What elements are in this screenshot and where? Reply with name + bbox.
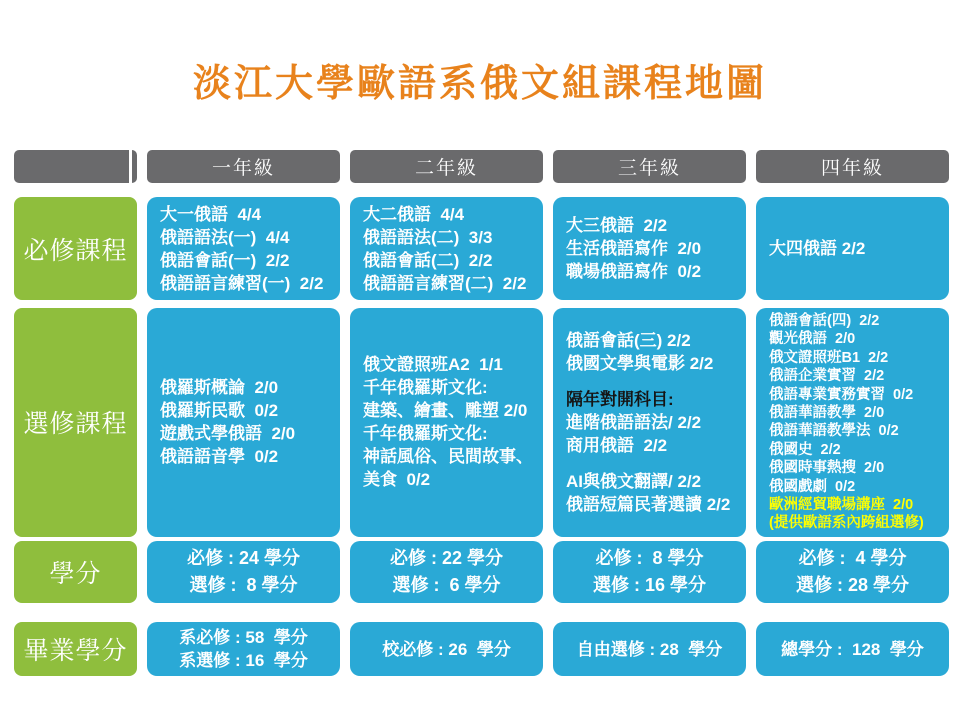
course-line: 美食 0/2: [363, 470, 431, 490]
course-line: 選修 : 6 學分: [392, 575, 501, 595]
credits-year1-cell: [147, 541, 340, 603]
graduation-year2-cell: [350, 622, 543, 676]
course-line: 生活俄語寫作 2/0: [566, 239, 702, 258]
electives-year4-cell: [756, 308, 949, 537]
course-line: 必修 : 4 學分: [798, 548, 907, 568]
course-line: 俄語會話(四) 2/2: [769, 313, 880, 329]
course-line: 系選修 : 16 學分: [179, 651, 308, 670]
header-empty-cell: [14, 150, 137, 183]
course-line: 俄語華語教學 2/0: [769, 405, 885, 422]
course-line: 俄文證照班B1 2/2: [769, 349, 889, 366]
course-line: 建築、繪畫、雕塑 2/0: [363, 401, 528, 421]
header-year-2: 二年級: [350, 150, 543, 183]
course-line: 俄文證照班A2 1/1: [363, 355, 503, 375]
course-line: 必修 : 24 學分: [186, 548, 301, 568]
course-line: 俄語專業實務實習 0/2: [769, 386, 914, 403]
course-line: 選修 : 16 學分: [592, 575, 707, 595]
required-courses-row: [14, 197, 949, 300]
header-year-1: 一年級: [147, 150, 340, 183]
course-line: 千年俄羅斯文化:: [363, 424, 488, 444]
course-line: 遊戲式學俄語 2/0: [160, 424, 296, 444]
required-year2-cell: [350, 197, 543, 300]
graduation-year4-cell: [756, 622, 949, 676]
course-line: 選修 : 8 學分: [189, 575, 298, 595]
credits-year4-cell: [756, 541, 949, 603]
page-title: 淡江大學歐語系俄文組課程地圖: [192, 63, 767, 105]
course-line: 隔年對開科目:: [566, 389, 674, 409]
course-line: 俄羅斯概論 2/0: [160, 378, 279, 398]
row-label-required: 必修課程: [14, 197, 137, 300]
course-line: 俄國史 2/2: [769, 441, 841, 458]
graduation-credits-row: [14, 622, 949, 672]
course-line: 俄語會話(三) 2/2: [566, 330, 691, 350]
course-line: 俄國戲劇 0/2: [769, 478, 856, 495]
course-line: 俄語語法(二) 3/3: [363, 227, 493, 247]
course-line: 俄語華語教學法 0/2: [769, 423, 899, 440]
course-map-grid: [14, 150, 949, 672]
course-line: 俄國時事熱搜 2/0: [769, 460, 885, 477]
course-line: 大四俄語 2/2: [769, 239, 866, 258]
header-row: [14, 150, 949, 183]
course-line: 必修 : 8 學分: [595, 548, 704, 568]
course-line: 俄羅斯民歌 0/2: [160, 401, 279, 421]
electives-year1-cell: [147, 308, 340, 537]
required-year1-cell: [147, 197, 340, 300]
graduation-year1-cell: [147, 622, 340, 676]
required-year4-cell: [756, 197, 949, 300]
header-divider-line: [129, 150, 132, 183]
course-line: 自由選修 : 28 學分: [576, 639, 723, 659]
course-line: 商用俄語 2/2: [566, 435, 668, 455]
course-line: 進階俄語語法/ 2/2: [566, 412, 702, 432]
course-line: 俄語會話(一) 2/2: [160, 250, 290, 270]
header-year-4: 四年級: [756, 150, 949, 183]
course-line: 俄語語音學 0/2: [160, 447, 279, 467]
elective-courses-row: [14, 308, 949, 533]
course-line: 俄國文學與電影 2/2: [566, 353, 714, 373]
required-year3-cell: [553, 197, 746, 300]
course-line: 神話風俗、民間故事、: [363, 447, 533, 467]
course-line: 大三俄語 2/2: [566, 216, 668, 235]
course-line: 大二俄語 4/4: [363, 204, 465, 224]
course-line: 系必修 : 58 學分: [179, 628, 308, 647]
course-line: 職場俄語寫作 0/2: [566, 262, 702, 281]
header-year-3: 三年級: [553, 150, 746, 183]
credits-year2-cell: [350, 541, 543, 603]
course-line: 校必修 : 26 學分: [382, 639, 511, 659]
course-line: 俄語短篇民著選讀 2/2: [566, 494, 731, 514]
row-label-electives: 選修課程: [14, 308, 137, 537]
row-label-graduation: 畢業學分: [14, 622, 137, 676]
course-line: 選修 : 28 學分: [795, 575, 910, 595]
course-line: 歐洲經貿職場講座 2/0: [769, 497, 914, 514]
course-line: (提供歐語系內跨組選修): [769, 515, 924, 532]
course-line: AI與俄文翻譯/ 2/2: [566, 471, 702, 491]
course-line: 千年俄羅斯文化:: [363, 378, 488, 398]
course-line: 大一俄語 4/4: [160, 204, 262, 224]
course-line: [566, 375, 740, 388]
credits-year3-cell: [553, 541, 746, 603]
course-line: [566, 457, 740, 470]
electives-year3-cell: [553, 308, 746, 537]
row-label-credits: 學分: [14, 541, 137, 603]
electives-year2-cell: [350, 308, 543, 537]
course-line: 觀光俄語 2/0: [769, 331, 856, 348]
graduation-year3-cell: [553, 622, 746, 676]
course-line: 俄語語言練習(一) 2/2: [160, 273, 324, 293]
course-line: 俄語會話(二) 2/2: [363, 250, 493, 270]
credits-row: [14, 541, 949, 603]
course-line: 俄語語法(一) 4/4: [160, 227, 290, 247]
course-line: 俄語語言練習(二) 2/2: [363, 273, 527, 293]
course-line: 總學分 : 128 學分: [781, 639, 924, 659]
course-line: 俄語企業實習 2/2: [769, 368, 885, 385]
course-line: 必修 : 22 學分: [389, 548, 504, 568]
